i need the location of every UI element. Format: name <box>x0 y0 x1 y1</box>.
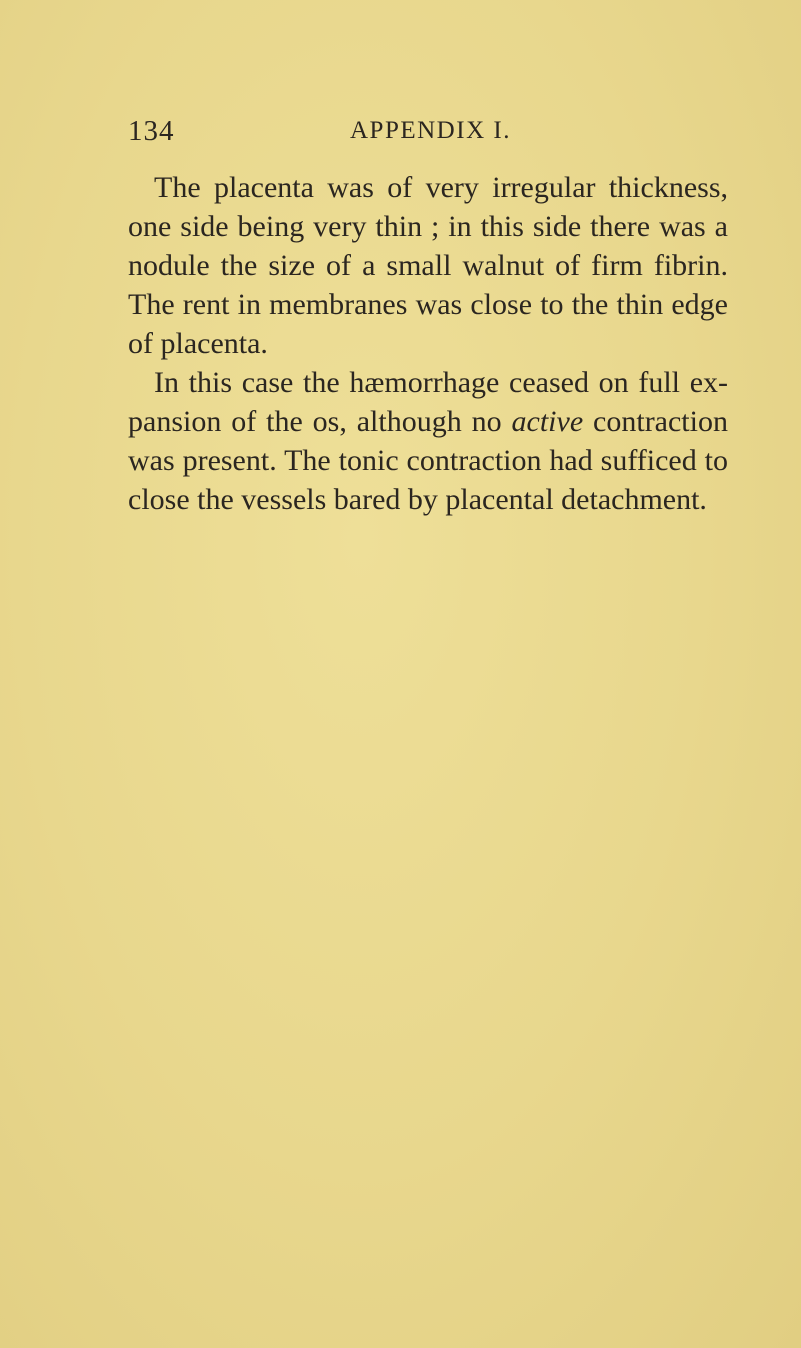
text-line: close the vessels bared by placental detachment. <box>128 483 707 516</box>
text-fragment: pansion of the os, although no <box>128 405 512 438</box>
text-line: was present. The tonic contraction had sufficed to <box>128 444 728 477</box>
text-line <box>128 402 728 441</box>
body-text <box>128 168 728 519</box>
text-line: The rent in membranes was close to the thin edge <box>128 288 728 321</box>
text-fragment: contraction <box>583 405 728 438</box>
emphasis-text: active <box>511 405 584 438</box>
page-number: 134 <box>128 115 175 147</box>
text-line: one side being very thin ; in this side there was a <box>128 210 728 243</box>
text-line: The placenta was of very irregular thickness, <box>154 171 728 204</box>
text-line: nodule the size of a small walnut of firm fibrin. <box>128 249 728 282</box>
text-line: of placenta. <box>128 327 268 360</box>
running-title: APPENDIX I. <box>350 117 511 144</box>
running-head <box>128 115 728 151</box>
text-line: In this case the hæmorrhage ceased on full ex- <box>154 366 728 399</box>
